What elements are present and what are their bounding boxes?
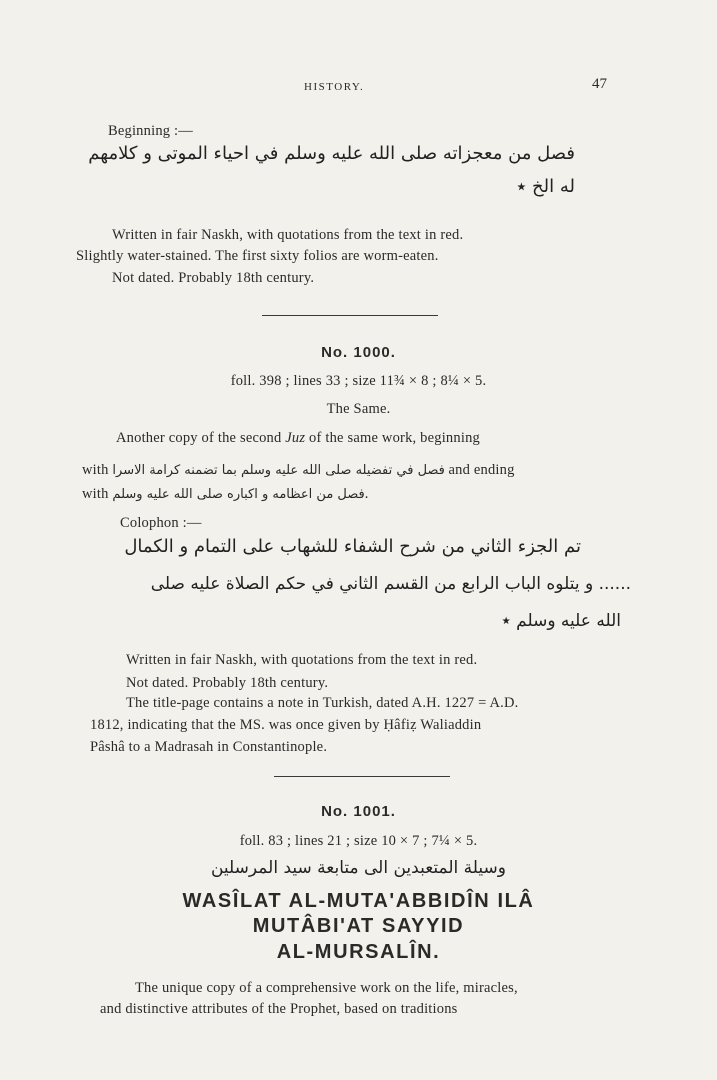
text-fragment: .: [364, 486, 369, 502]
work-title-line-3: AL-MURSALÎN.: [276, 941, 441, 963]
arabic-colophon-line-3: الله عليه وسلم ٭: [501, 611, 621, 631]
description-line: The title-page contains a note in Turkish, dated A.H. 1227 = A.D.: [126, 695, 519, 711]
description-line: Written in fair Naskh, with quotations from the text in red.: [126, 652, 478, 668]
entry-number: No. 1000.: [321, 344, 396, 361]
collation: foll. 398 ; lines 33 ; size 11¾ × 8 ; 8¼ × 5.: [230, 373, 487, 389]
running-title: HISTORY.: [304, 81, 365, 93]
page-number: 47: [592, 76, 607, 92]
arabic-beginning-line-2: له الخ ٭: [516, 176, 575, 197]
description-line: Not dated. Probably 18th century.: [112, 270, 315, 286]
text-fragment: with: [82, 462, 109, 478]
description-line: 1812, indicating that the MS. was once given by Ḥâfiẓ Waliaddin: [90, 717, 482, 733]
entry-number: No. 1001.: [321, 803, 396, 820]
work-title-line-2: MUTÂBI'AT SAYYID: [252, 915, 465, 937]
arabic-inline-quote: فصل من اعظامه و اكباره صلى الله عليه وسلم: [112, 487, 365, 502]
section-divider: [262, 315, 438, 316]
description-line: Written in fair Naskh, with quotations from the text in red.: [112, 227, 464, 243]
colophon-label: Colophon :—: [120, 515, 202, 531]
arabic-title: وسيلة المتعبدين الى متابعة سيد المرسلين: [210, 858, 507, 878]
text-fragment: and ending: [448, 462, 515, 478]
arabic-inline-quote: فصل في تفضيله صلى الله عليه وسلم بما تضمنه كرامة الاسرا: [112, 463, 445, 478]
work-title-line-1: WASÎLAT AL-MUTA'ABBIDÎN ILÂ: [182, 890, 535, 912]
arabic-beginning-line-1: فصل من معجزاته صلى الله عليه وسلم في احياء الموتى و كلامهم: [88, 143, 575, 164]
description-line: and distinctive attributes of the Prophet, based on traditions: [100, 1001, 458, 1017]
juz-term: Juz: [285, 430, 306, 446]
collation: foll. 83 ; lines 21 ; size 10 × 7 ; 7¼ × 5.: [239, 833, 478, 849]
text-fragment: with: [82, 486, 109, 502]
description-line: [82, 486, 368, 503]
description-line: [82, 462, 515, 479]
arabic-colophon-line-1: تم الجزء الثاني من شرح الشفاء للشهاب على التمام و الكمال: [124, 536, 581, 557]
description-line: Not dated. Probably 18th century.: [126, 675, 329, 691]
description-line: Slightly water-stained. The first sixty folios are worm-eaten.: [76, 248, 439, 264]
description-line: [116, 430, 480, 447]
arabic-colophon-line-2: ...... و يتلوه الباب الرابع من القسم الثاني في حكم الصلاة عليه صلى: [150, 574, 631, 594]
entry-title: The Same.: [326, 401, 391, 417]
text-fragment: of the same work, beginning: [305, 430, 480, 446]
description-line: The unique copy of a comprehensive work on the life, miracles,: [135, 980, 518, 996]
text-fragment: Another copy of the second: [116, 430, 286, 446]
description-line: Pâshâ to a Madrasah in Constantinople.: [90, 739, 328, 755]
section-divider: [274, 776, 450, 777]
beginning-label: Beginning :—: [108, 123, 193, 139]
